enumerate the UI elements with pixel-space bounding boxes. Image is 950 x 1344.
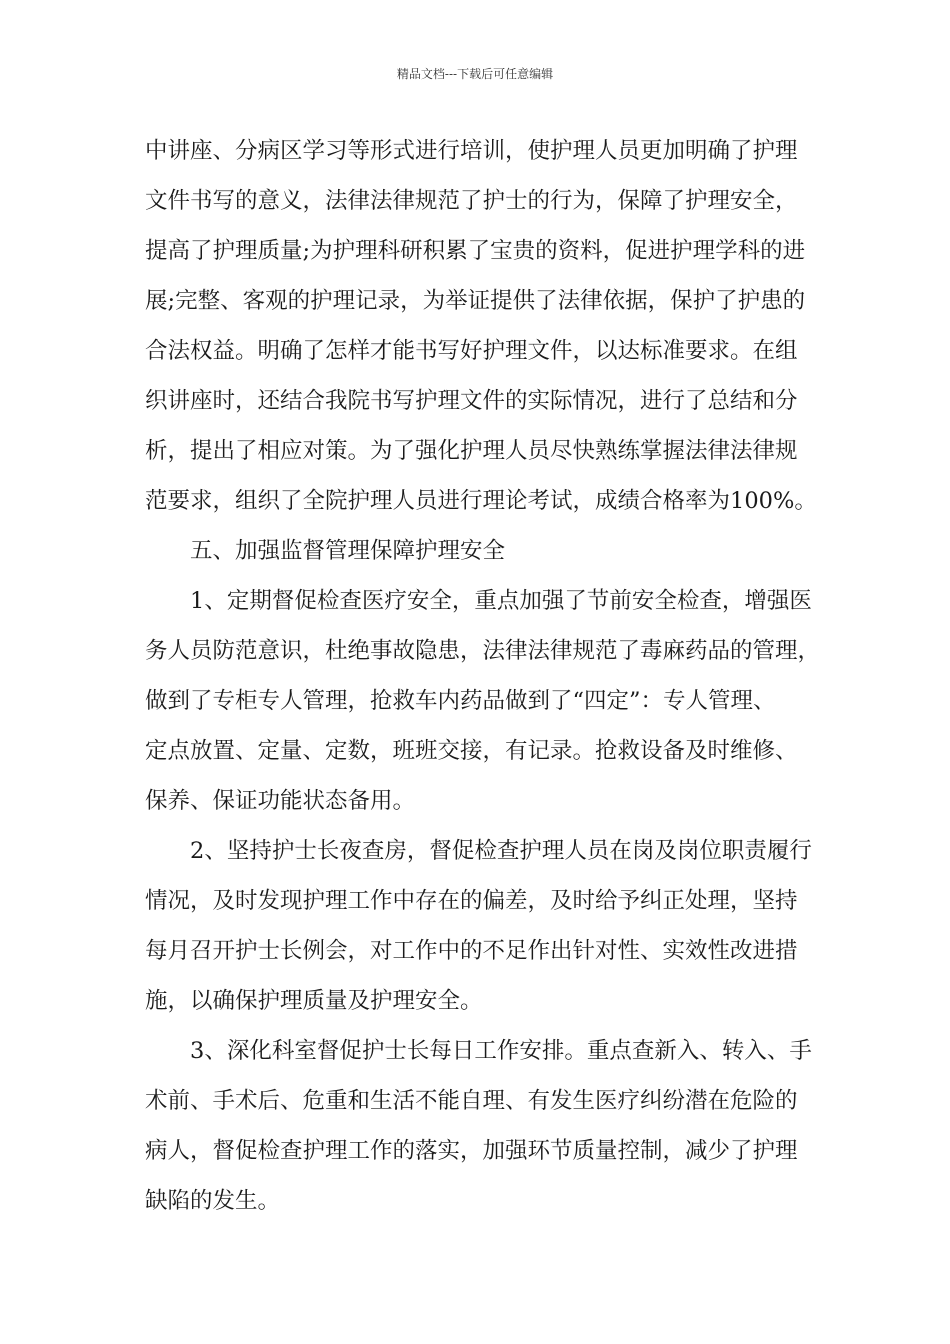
body-line: 情况，及时发现护理工作中存在的偏差，及时给予纠正处理，坚持: [145, 888, 798, 914]
body-line: 合法权益。明确了怎样才能书写好护理文件，以达标准要求。在组: [145, 338, 798, 364]
body-line: 定点放置、定量、定数，班班交接，有记录。抢救设备及时维修、: [145, 738, 798, 764]
body-line: 织讲座时，还结合我院书写护理文件的实际情况，进行了总结和分: [145, 388, 798, 414]
body-line: 施，以确保护理质量及护理安全。: [145, 988, 483, 1014]
section-heading: 五、加强监督管理保障护理安全: [190, 538, 506, 564]
page-header: 精品文档---下载后可任意编辑: [396, 67, 554, 81]
body-line: 范要求，组织了全院护理人员进行理论考试，成绩合格率为100%。: [145, 488, 817, 514]
body-line: 析，提出了相应对策。为了强化护理人员尽快熟练掌握法律法律规: [145, 438, 798, 464]
body-line: 术前、手术后、危重和生活不能自理、有发生医疗纠纷潜在危险的: [145, 1088, 798, 1114]
body-line: 保养、保证功能状态备用。: [145, 788, 416, 814]
body-line: 病人，督促检查护理工作的落实，加强环节质量控制，减少了护理: [145, 1138, 798, 1164]
body-line: 每月召开护士长例会，对工作中的不足作出针对性、实效性改进措: [145, 938, 798, 964]
body-line: 缺陷的发生。: [145, 1188, 281, 1214]
body-line: 1、定期督促检查医疗安全，重点加强了节前安全检查，增强医: [190, 588, 812, 614]
body-line: 2、坚持护士长夜查房，督促检查护理人员在岗及岗位职责履行: [190, 838, 812, 864]
body-line: 做到了专柜专人管理，抢救车内药品做到了“四定”：专人管理、: [145, 688, 776, 714]
body-line: 务人员防范意识，杜绝事故隐患，法律法律规范了毒麻药品的管理，: [145, 638, 821, 664]
body-line: 3、深化科室督促护士长每日工作安排。重点查新入、转入、手: [190, 1038, 812, 1064]
body-line: 中讲座、分病区学习等形式进行培训，使护理人员更加明确了护理: [145, 138, 798, 164]
body-line: 展;完整、客观的护理记录，为举证提供了法律依据，保护了护患的: [145, 288, 806, 314]
body-line: 提高了护理质量;为护理科研积累了宝贵的资料，促进护理学科的进: [145, 238, 806, 264]
body-line: 文件书写的意义，法律法律规范了护士的行为，保障了护理安全，: [145, 188, 798, 214]
